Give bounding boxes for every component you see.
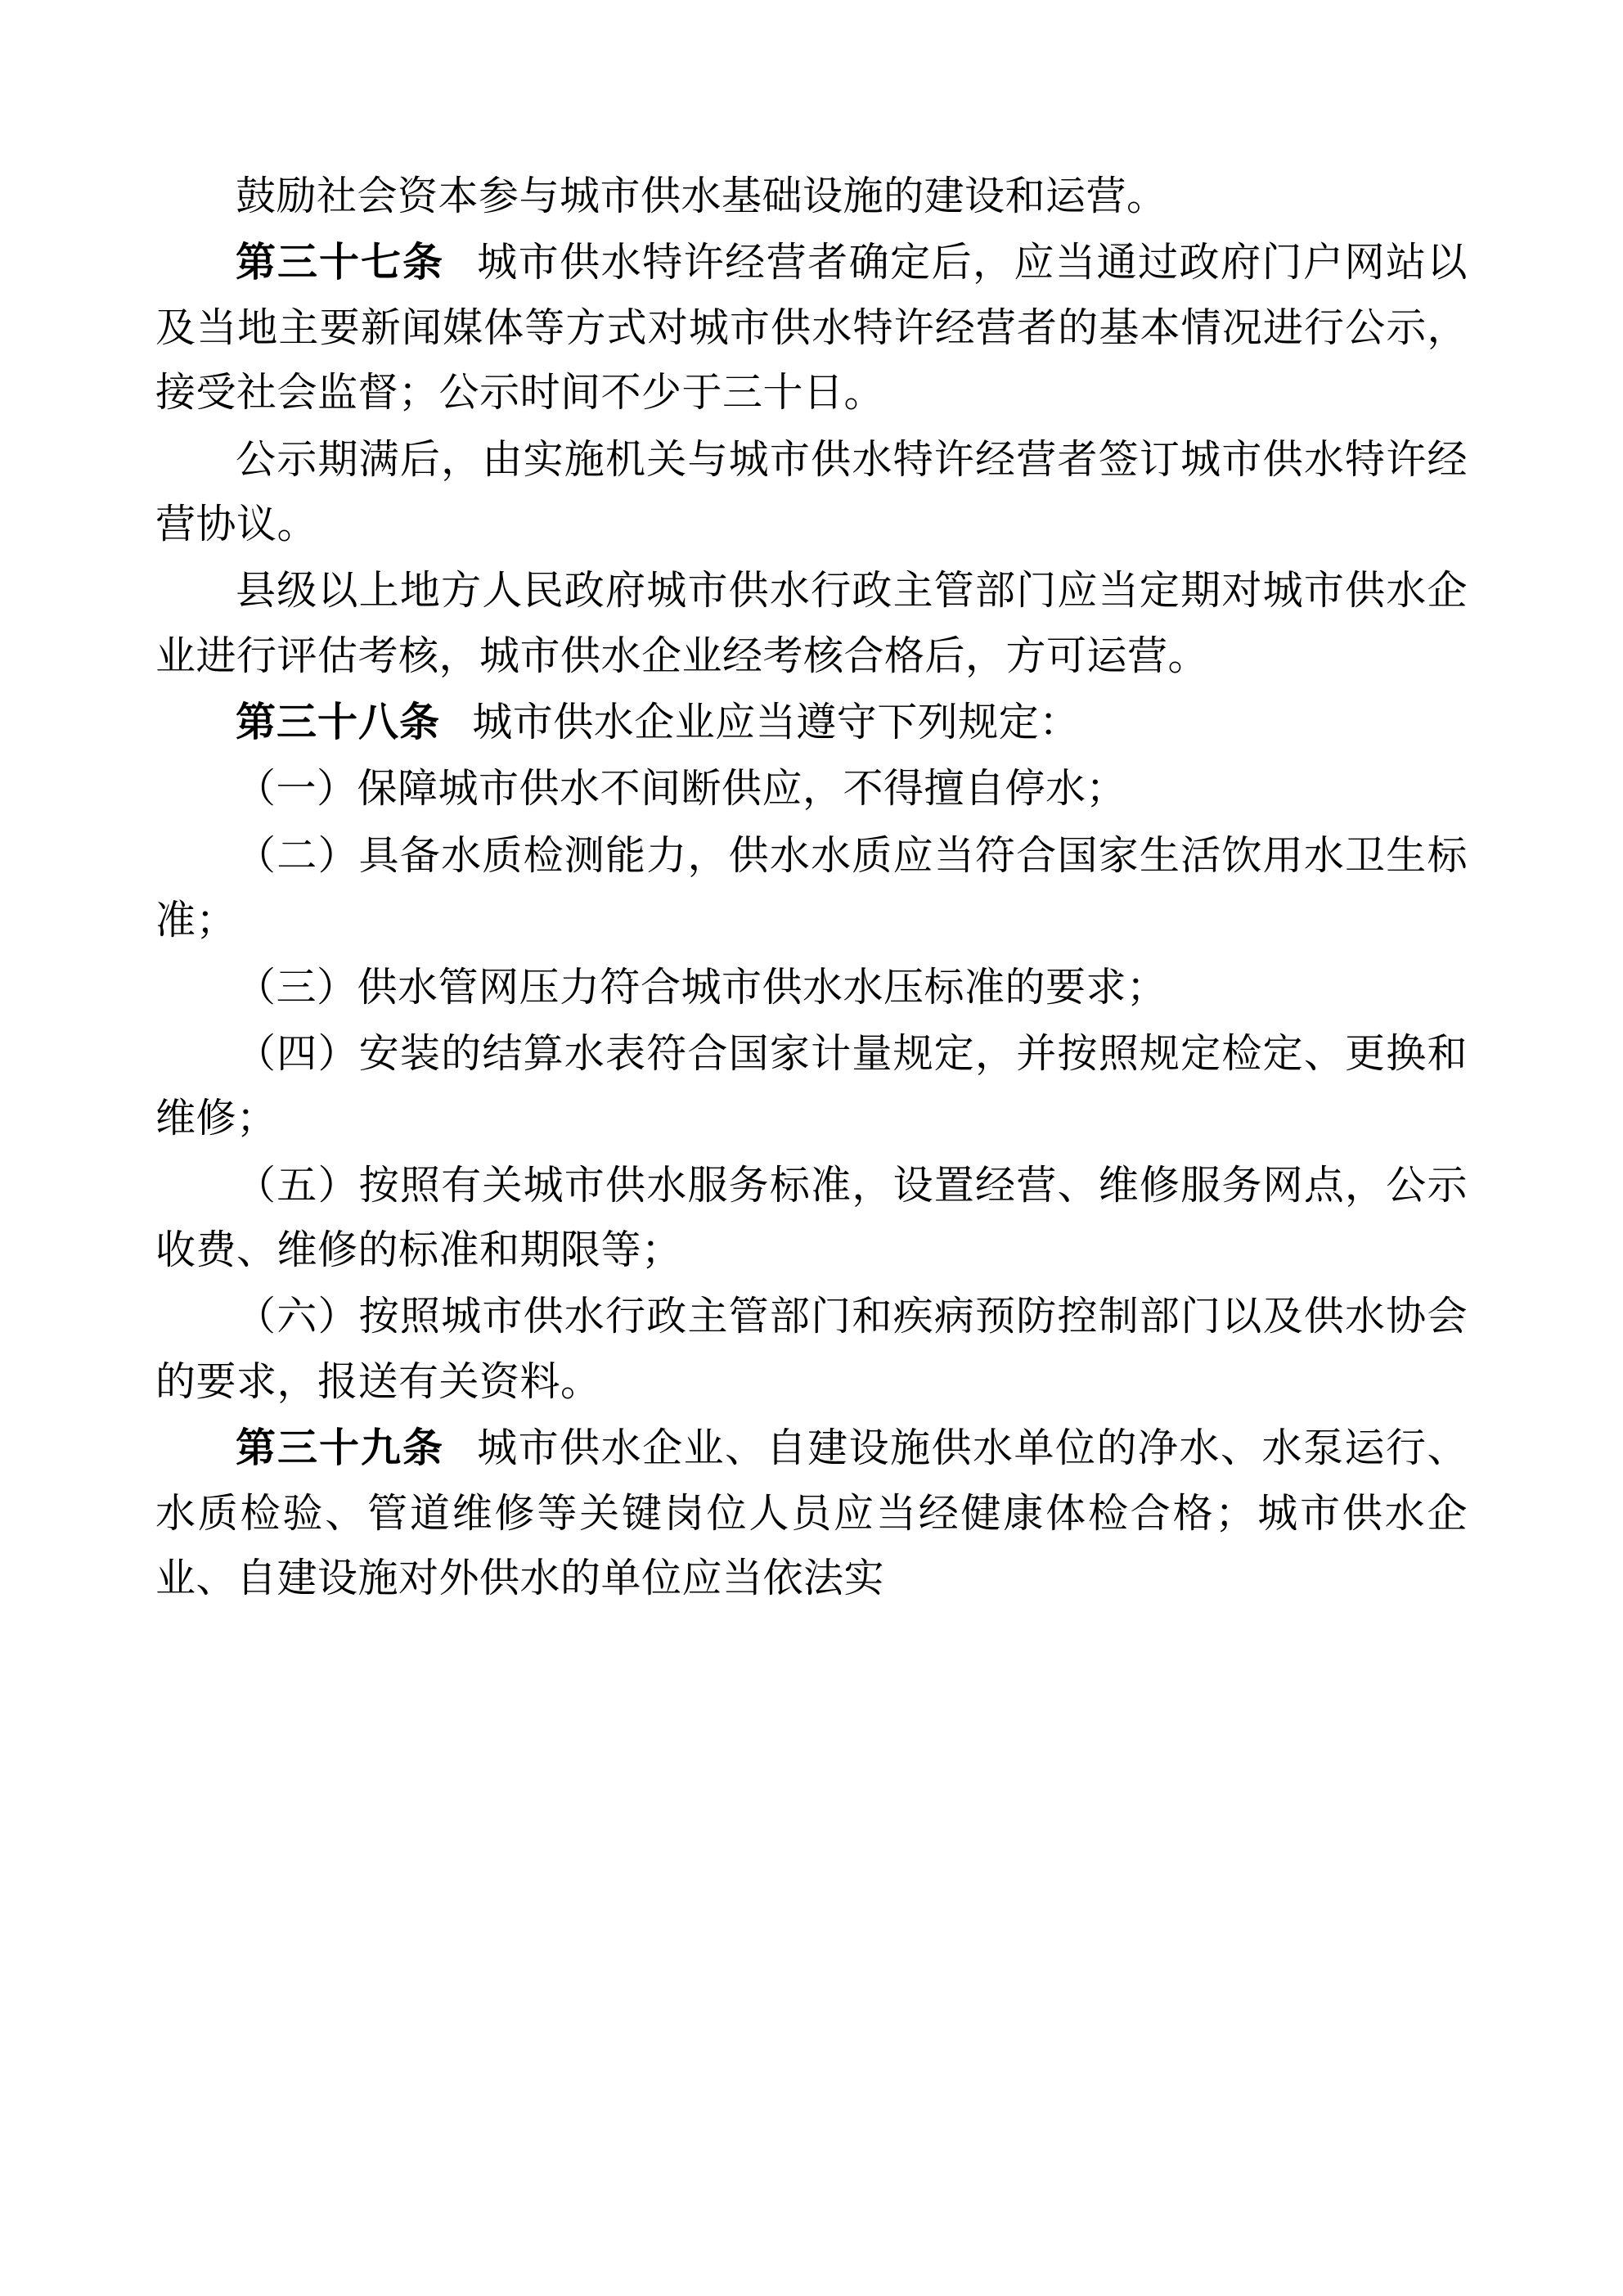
list-item-1 (155, 756, 1468, 821)
paragraph-article-38 (155, 690, 1468, 754)
paragraph-text: 县级以上地方人民政府城市供水行政主管部门应当定期对城市供水企业进行评估考核，城市供水企业经考核合格后，方可运营。 (155, 567, 1468, 679)
paragraph-text: （一）保障城市供水不间断供应，不得擅自停水； (236, 765, 1127, 813)
list-item-4 (155, 1021, 1468, 1151)
paragraph-assessment (155, 558, 1468, 688)
document-body (155, 164, 1468, 1610)
paragraph-encourage-capital (155, 164, 1468, 228)
paragraph-text: （二）具备水质检测能力，供水水质应当符合国家生活饮用水卫生标准； (155, 831, 1468, 944)
article-label: 第三十八条 (236, 698, 441, 745)
paragraph-text: 城市供水企业应当遵守下列规定： (472, 699, 1080, 745)
paragraph-text: 城市供水企业、自建设施供水单位的净水、水泵运行、水质检验、管道维修等关键岗位人员应当经健康体检合格；城市供水企业、自建设施对外供水的单位应当依法实 (155, 1425, 1468, 1601)
paragraph-text: （三）供水管网压力符合城市供水水压标准的要求； (236, 963, 1167, 1011)
article-label: 第三十七条 (236, 238, 444, 286)
list-item-2 (155, 823, 1468, 953)
paragraph-text: 鼓励社会资本参与城市供水基础设施的建设和运营。 (236, 173, 1167, 219)
paragraph-after-publicity (155, 427, 1468, 557)
paragraph-text: （五）按照有关城市供水服务标准，设置经营、维修服务网点，公示收费、维修的标准和期限等； (155, 1161, 1468, 1273)
paragraph-text: （六）按照城市供水行政主管部门和疾病预防控制部门以及供水协会的要求，报送有关资料。 (155, 1293, 1468, 1405)
paragraph-article-39 (155, 1416, 1468, 1610)
paragraph-text: 公示期满后，由实施机关与城市供水特许经营者签订城市供水特许经营协议。 (155, 435, 1468, 547)
list-item-3 (155, 955, 1468, 1020)
article-label: 第三十九条 (236, 1424, 444, 1472)
list-item-5 (155, 1153, 1468, 1283)
list-item-6 (155, 1284, 1468, 1414)
paragraph-text: 城市供水特许经营者确定后，应当通过政府门户网站以及当地主要新闻媒体等方式对城市供水特许经营者的基本情况进行公示，接受社会监督；公示时间不少于三十日。 (155, 239, 1468, 416)
paragraph-article-37 (155, 230, 1468, 425)
paragraph-text: （四）安装的结算水表符合国家计量规定，并按照规定检定、更换和维修； (155, 1029, 1468, 1142)
